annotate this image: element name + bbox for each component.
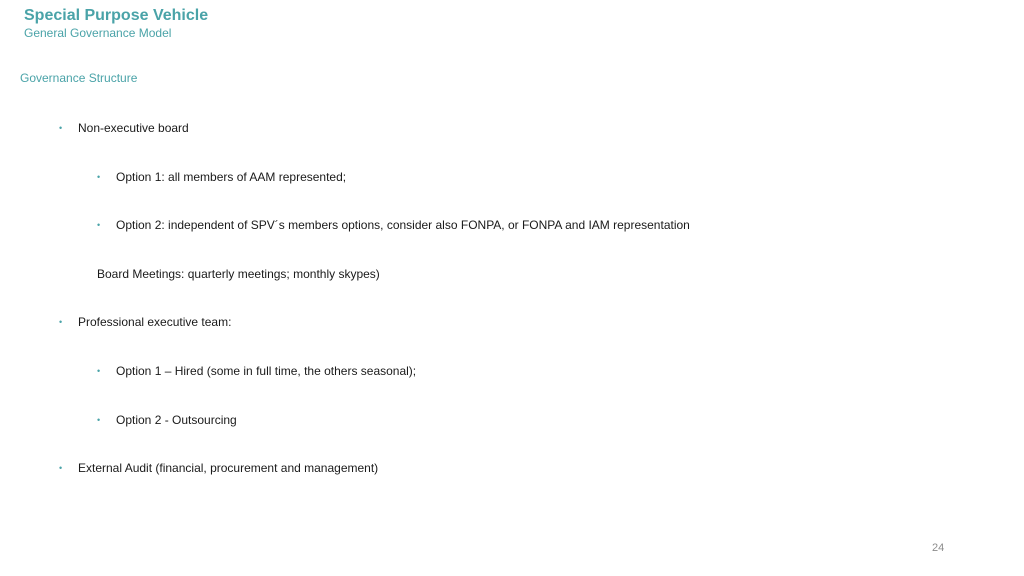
bullet-point-icon: • <box>59 123 63 133</box>
slide-title: Special Purpose Vehicle <box>24 7 209 24</box>
bullet-point-icon: • <box>59 317 63 327</box>
bullet-text: Option 2 - Outsourcing <box>116 413 237 427</box>
bullet-point-icon: • <box>59 463 63 473</box>
sub-bullet-item-option-2-board <box>97 218 690 232</box>
sub-bullet-item-option-1-team <box>97 364 417 378</box>
slide-subtitle: General Governance Model <box>24 26 172 40</box>
bullet-item-external-audit <box>59 461 379 475</box>
bullet-point-icon: • <box>97 366 101 376</box>
bullet-item-non-executive-board <box>59 121 189 135</box>
page-number: 24 <box>932 542 945 554</box>
bullet-text: Professional executive team: <box>78 315 232 329</box>
sub-bullet-item-option-1-board <box>97 170 347 184</box>
bullet-item-executive-team <box>59 315 232 329</box>
bullet-text: Non-executive board <box>78 121 189 135</box>
bullet-text: External Audit (financial, procurement and management) <box>78 461 379 475</box>
bullet-point-icon: • <box>97 220 101 230</box>
section-heading: Governance Structure <box>20 71 138 85</box>
bullet-point-icon: • <box>97 415 101 425</box>
bullet-text: Option 2: independent of SPV´s members options, consider also FONPA, or FONPA and IAM representation <box>116 218 690 232</box>
bullet-text: Option 1 – Hired (some in full time, the others seasonal); <box>116 364 417 378</box>
bullet-text: Option 1: all members of AAM represented; <box>116 170 347 184</box>
bullet-point-icon: • <box>97 172 101 182</box>
plain-text: Board Meetings: quarterly meetings; monthly skypes) <box>97 267 380 281</box>
board-meetings-text <box>97 267 380 281</box>
sub-bullet-item-option-2-team <box>97 413 237 427</box>
